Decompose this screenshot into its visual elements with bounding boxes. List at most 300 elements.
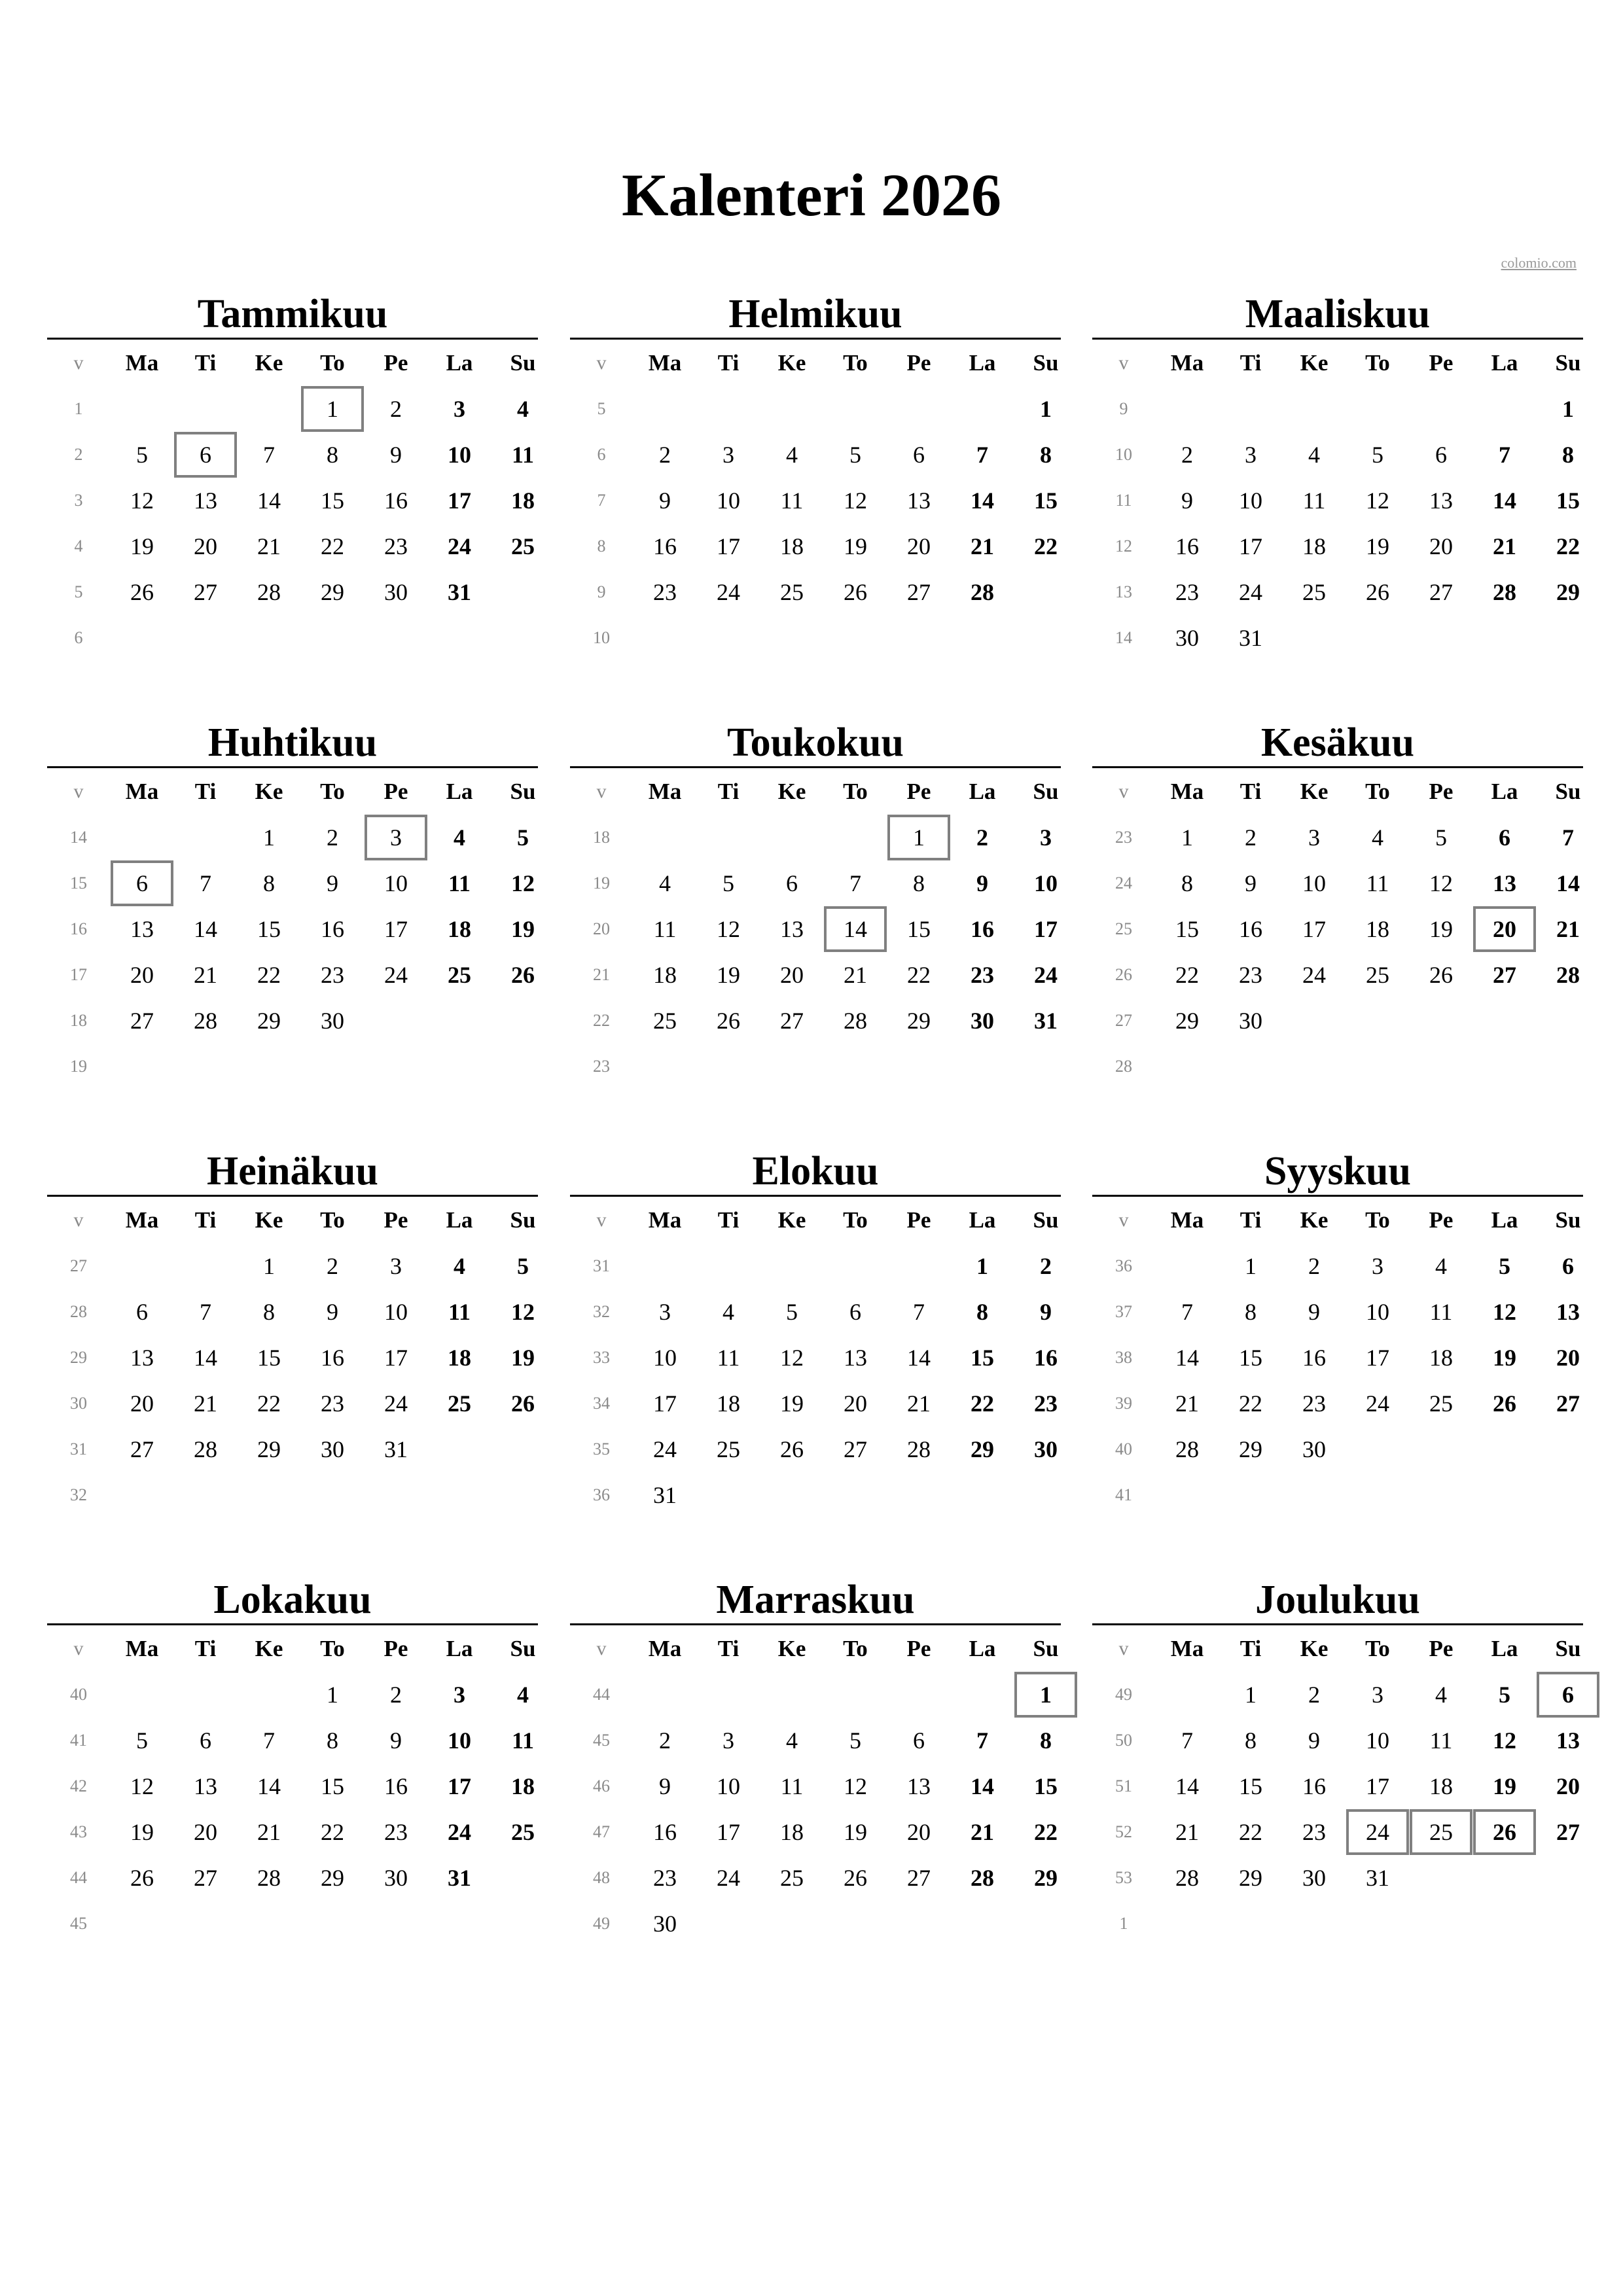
day-cell[interactable]: 26 bbox=[1493, 1390, 1516, 1417]
day-cell[interactable]: 5 bbox=[1499, 1682, 1510, 1708]
day-cell[interactable]: 15 bbox=[1239, 1345, 1262, 1371]
day-cell[interactable]: 29 bbox=[1175, 1008, 1199, 1034]
day-cell[interactable]: 5 bbox=[786, 1299, 798, 1325]
day-cell[interactable]: 18 bbox=[1366, 916, 1389, 942]
day-cell[interactable]: 10 bbox=[384, 1299, 408, 1325]
day-cell[interactable]: 6 bbox=[786, 870, 798, 896]
day-cell[interactable]: 18 bbox=[1429, 1773, 1453, 1799]
day-cell[interactable]: 11 bbox=[448, 1299, 471, 1325]
day-cell[interactable]: 13 bbox=[907, 1773, 931, 1799]
day-cell[interactable]: 13 bbox=[1556, 1299, 1580, 1325]
day-cell[interactable]: 9 bbox=[659, 487, 671, 514]
day-cell[interactable]: 26 bbox=[130, 579, 154, 605]
day-cell[interactable]: 2 bbox=[976, 824, 988, 851]
day-cell[interactable]: 14 bbox=[194, 1345, 217, 1371]
day-cell[interactable]: 18 bbox=[1302, 533, 1326, 559]
day-cell[interactable]: 11 bbox=[1429, 1299, 1453, 1325]
day-cell[interactable]: 19 bbox=[1493, 1773, 1516, 1799]
day-cell[interactable]: 13 bbox=[1556, 1727, 1580, 1754]
day-cell[interactable]: 9 bbox=[976, 870, 988, 896]
day-cell[interactable]: 27 bbox=[907, 579, 931, 605]
day-cell[interactable]: 14 bbox=[1175, 1773, 1199, 1799]
day-cell[interactable]: 22 bbox=[971, 1390, 994, 1417]
day-cell[interactable]: 31 bbox=[1239, 625, 1262, 651]
day-cell[interactable]: 29 bbox=[257, 1436, 281, 1462]
day-cell[interactable]: 18 bbox=[511, 1773, 535, 1799]
day-cell[interactable]: 24 bbox=[717, 579, 740, 605]
day-cell-holiday[interactable]: 24 bbox=[1346, 1809, 1409, 1855]
day-cell[interactable]: 17 bbox=[1366, 1773, 1389, 1799]
day-cell[interactable]: 28 bbox=[1175, 1865, 1199, 1891]
day-cell[interactable]: 11 bbox=[717, 1345, 740, 1371]
day-cell[interactable]: 13 bbox=[907, 487, 931, 514]
day-cell[interactable]: 10 bbox=[1302, 870, 1326, 896]
day-cell[interactable]: 5 bbox=[722, 870, 734, 896]
day-cell-holiday[interactable]: 26 bbox=[1473, 1809, 1536, 1855]
day-cell[interactable]: 1 bbox=[1245, 1682, 1257, 1708]
day-cell[interactable]: 28 bbox=[971, 579, 994, 605]
day-cell[interactable]: 14 bbox=[1175, 1345, 1199, 1371]
day-cell[interactable]: 11 bbox=[511, 1727, 534, 1754]
day-cell[interactable]: 22 bbox=[1239, 1819, 1262, 1845]
day-cell[interactable]: 8 bbox=[1040, 1727, 1052, 1754]
day-cell[interactable]: 25 bbox=[448, 962, 471, 988]
day-cell[interactable]: 15 bbox=[1239, 1773, 1262, 1799]
day-cell[interactable]: 26 bbox=[130, 1865, 154, 1891]
day-cell[interactable]: 30 bbox=[1175, 625, 1199, 651]
day-cell[interactable]: 10 bbox=[717, 487, 740, 514]
day-cell[interactable]: 25 bbox=[780, 1865, 804, 1891]
day-cell[interactable]: 27 bbox=[194, 579, 217, 605]
day-cell[interactable]: 12 bbox=[844, 1773, 867, 1799]
day-cell[interactable]: 16 bbox=[384, 487, 408, 514]
day-cell[interactable]: 4 bbox=[1372, 824, 1383, 851]
day-cell[interactable]: 7 bbox=[1181, 1727, 1193, 1754]
day-cell[interactable]: 7 bbox=[849, 870, 861, 896]
day-cell[interactable]: 24 bbox=[1302, 962, 1326, 988]
day-cell[interactable]: 28 bbox=[907, 1436, 931, 1462]
day-cell[interactable]: 12 bbox=[511, 870, 535, 896]
day-cell[interactable]: 30 bbox=[1302, 1436, 1326, 1462]
day-cell[interactable]: 13 bbox=[194, 487, 217, 514]
day-cell[interactable]: 31 bbox=[384, 1436, 408, 1462]
day-cell[interactable]: 23 bbox=[653, 1865, 677, 1891]
day-cell[interactable]: 18 bbox=[653, 962, 677, 988]
day-cell[interactable]: 8 bbox=[263, 1299, 275, 1325]
day-cell[interactable]: 28 bbox=[257, 1865, 281, 1891]
day-cell[interactable]: 20 bbox=[194, 1819, 217, 1845]
day-cell[interactable]: 16 bbox=[1302, 1345, 1326, 1371]
day-cell[interactable]: 23 bbox=[1175, 579, 1199, 605]
day-cell[interactable]: 14 bbox=[257, 487, 281, 514]
day-cell[interactable]: 21 bbox=[1493, 533, 1516, 559]
day-cell[interactable]: 30 bbox=[971, 1008, 994, 1034]
day-cell[interactable]: 19 bbox=[130, 1819, 154, 1845]
day-cell[interactable]: 2 bbox=[327, 824, 338, 851]
day-cell[interactable]: 22 bbox=[1034, 533, 1058, 559]
day-cell[interactable]: 24 bbox=[448, 533, 471, 559]
day-cell[interactable]: 12 bbox=[1493, 1299, 1516, 1325]
day-cell[interactable]: 27 bbox=[194, 1865, 217, 1891]
day-cell[interactable]: 19 bbox=[130, 533, 154, 559]
day-cell[interactable]: 4 bbox=[517, 396, 529, 422]
day-cell[interactable]: 10 bbox=[384, 870, 408, 896]
day-cell[interactable]: 21 bbox=[1556, 916, 1580, 942]
day-cell[interactable]: 2 bbox=[1245, 824, 1257, 851]
day-cell[interactable]: 26 bbox=[844, 579, 867, 605]
day-cell[interactable]: 25 bbox=[717, 1436, 740, 1462]
day-cell[interactable]: 26 bbox=[1366, 579, 1389, 605]
day-cell[interactable]: 2 bbox=[390, 1682, 402, 1708]
day-cell[interactable]: 30 bbox=[653, 1911, 677, 1937]
day-cell[interactable]: 7 bbox=[263, 1727, 275, 1754]
day-cell[interactable]: 28 bbox=[1493, 579, 1516, 605]
day-cell[interactable]: 31 bbox=[448, 1865, 471, 1891]
day-cell[interactable]: 11 bbox=[448, 870, 471, 896]
day-cell[interactable]: 25 bbox=[653, 1008, 677, 1034]
day-cell[interactable]: 29 bbox=[1239, 1865, 1262, 1891]
day-cell-holiday[interactable]: 14 bbox=[824, 906, 887, 952]
day-cell[interactable]: 14 bbox=[971, 487, 994, 514]
day-cell-holiday[interactable]: 25 bbox=[1410, 1809, 1472, 1855]
day-cell[interactable]: 22 bbox=[257, 1390, 281, 1417]
day-cell[interactable]: 18 bbox=[780, 1819, 804, 1845]
day-cell-holiday[interactable]: 1 bbox=[887, 815, 950, 860]
day-cell[interactable]: 10 bbox=[1034, 870, 1058, 896]
day-cell[interactable]: 22 bbox=[1034, 1819, 1058, 1845]
day-cell[interactable]: 8 bbox=[976, 1299, 988, 1325]
day-cell[interactable]: 25 bbox=[511, 533, 535, 559]
day-cell[interactable]: 25 bbox=[780, 579, 804, 605]
day-cell[interactable]: 27 bbox=[1493, 962, 1516, 988]
day-cell[interactable]: 3 bbox=[1372, 1682, 1383, 1708]
day-cell[interactable]: 18 bbox=[511, 487, 535, 514]
day-cell[interactable]: 9 bbox=[327, 1299, 338, 1325]
day-cell[interactable]: 31 bbox=[653, 1482, 677, 1508]
day-cell[interactable]: 15 bbox=[257, 1345, 281, 1371]
day-cell[interactable]: 7 bbox=[1181, 1299, 1193, 1325]
day-cell[interactable]: 18 bbox=[717, 1390, 740, 1417]
day-cell[interactable]: 13 bbox=[1429, 487, 1453, 514]
day-cell[interactable]: 29 bbox=[907, 1008, 931, 1034]
day-cell[interactable]: 6 bbox=[136, 1299, 148, 1325]
day-cell[interactable]: 21 bbox=[194, 962, 217, 988]
day-cell[interactable]: 20 bbox=[1556, 1345, 1580, 1371]
day-cell[interactable]: 9 bbox=[1245, 870, 1257, 896]
day-cell[interactable]: 23 bbox=[1302, 1819, 1326, 1845]
day-cell[interactable]: 2 bbox=[390, 396, 402, 422]
day-cell[interactable]: 2 bbox=[659, 442, 671, 468]
day-cell[interactable]: 20 bbox=[130, 1390, 154, 1417]
day-cell[interactable]: 30 bbox=[1034, 1436, 1058, 1462]
day-cell[interactable]: 13 bbox=[130, 1345, 154, 1371]
day-cell[interactable]: 11 bbox=[653, 916, 677, 942]
day-cell[interactable]: 4 bbox=[1308, 442, 1320, 468]
day-cell-holiday[interactable]: 1 bbox=[1014, 1672, 1077, 1718]
day-cell[interactable]: 26 bbox=[511, 962, 535, 988]
day-cell[interactable]: 19 bbox=[1429, 916, 1453, 942]
day-cell[interactable]: 24 bbox=[1034, 962, 1058, 988]
day-cell[interactable]: 15 bbox=[907, 916, 931, 942]
day-cell[interactable]: 4 bbox=[454, 824, 465, 851]
day-cell[interactable]: 15 bbox=[1034, 1773, 1058, 1799]
day-cell[interactable]: 14 bbox=[907, 1345, 931, 1371]
day-cell[interactable]: 13 bbox=[130, 916, 154, 942]
day-cell[interactable]: 23 bbox=[653, 579, 677, 605]
day-cell[interactable]: 12 bbox=[130, 1773, 154, 1799]
day-cell[interactable]: 29 bbox=[321, 1865, 344, 1891]
day-cell[interactable]: 30 bbox=[1302, 1865, 1326, 1891]
day-cell[interactable]: 4 bbox=[454, 1253, 465, 1279]
day-cell[interactable]: 13 bbox=[844, 1345, 867, 1371]
day-cell[interactable]: 15 bbox=[321, 1773, 344, 1799]
day-cell[interactable]: 3 bbox=[722, 442, 734, 468]
day-cell[interactable]: 15 bbox=[971, 1345, 994, 1371]
day-cell[interactable]: 17 bbox=[448, 487, 471, 514]
day-cell[interactable]: 16 bbox=[1302, 1773, 1326, 1799]
day-cell[interactable]: 1 bbox=[1040, 396, 1052, 422]
day-cell[interactable]: 5 bbox=[136, 442, 148, 468]
day-cell[interactable]: 19 bbox=[844, 1819, 867, 1845]
day-cell[interactable]: 31 bbox=[1034, 1008, 1058, 1034]
day-cell[interactable]: 17 bbox=[1034, 916, 1058, 942]
day-cell[interactable]: 18 bbox=[780, 533, 804, 559]
day-cell[interactable]: 1 bbox=[1181, 824, 1193, 851]
day-cell[interactable]: 15 bbox=[1556, 487, 1580, 514]
day-cell[interactable]: 9 bbox=[327, 870, 338, 896]
day-cell[interactable]: 21 bbox=[907, 1390, 931, 1417]
day-cell[interactable]: 8 bbox=[327, 1727, 338, 1754]
day-cell[interactable]: 17 bbox=[717, 533, 740, 559]
day-cell[interactable]: 12 bbox=[130, 487, 154, 514]
day-cell[interactable]: 10 bbox=[1239, 487, 1262, 514]
day-cell[interactable]: 3 bbox=[1372, 1253, 1383, 1279]
day-cell[interactable]: 2 bbox=[327, 1253, 338, 1279]
day-cell[interactable]: 7 bbox=[913, 1299, 925, 1325]
day-cell[interactable]: 21 bbox=[257, 533, 281, 559]
day-cell[interactable]: 20 bbox=[907, 1819, 931, 1845]
day-cell[interactable]: 24 bbox=[653, 1436, 677, 1462]
day-cell[interactable]: 27 bbox=[1556, 1819, 1580, 1845]
day-cell[interactable]: 8 bbox=[1245, 1299, 1257, 1325]
day-cell[interactable]: 20 bbox=[1429, 533, 1453, 559]
day-cell[interactable]: 28 bbox=[971, 1865, 994, 1891]
day-cell[interactable]: 21 bbox=[971, 1819, 994, 1845]
day-cell[interactable]: 3 bbox=[1245, 442, 1257, 468]
day-cell[interactable]: 3 bbox=[454, 396, 465, 422]
day-cell[interactable]: 25 bbox=[511, 1819, 535, 1845]
day-cell[interactable]: 16 bbox=[1034, 1345, 1058, 1371]
day-cell[interactable]: 23 bbox=[321, 1390, 344, 1417]
day-cell[interactable]: 1 bbox=[263, 824, 275, 851]
day-cell[interactable]: 29 bbox=[1239, 1436, 1262, 1462]
site-credit-link[interactable]: colomio.com bbox=[1501, 255, 1577, 271]
day-cell[interactable]: 21 bbox=[971, 533, 994, 559]
day-cell[interactable]: 28 bbox=[194, 1436, 217, 1462]
day-cell[interactable]: 26 bbox=[511, 1390, 535, 1417]
day-cell[interactable]: 3 bbox=[1308, 824, 1320, 851]
day-cell[interactable]: 27 bbox=[130, 1436, 154, 1462]
day-cell[interactable]: 14 bbox=[1556, 870, 1580, 896]
day-cell[interactable]: 14 bbox=[257, 1773, 281, 1799]
day-cell[interactable]: 28 bbox=[194, 1008, 217, 1034]
day-cell[interactable]: 24 bbox=[384, 1390, 408, 1417]
day-cell[interactable]: 18 bbox=[448, 1345, 471, 1371]
day-cell-holiday[interactable]: 3 bbox=[365, 815, 427, 860]
day-cell[interactable]: 7 bbox=[200, 1299, 211, 1325]
day-cell[interactable]: 20 bbox=[194, 533, 217, 559]
day-cell[interactable]: 9 bbox=[1308, 1727, 1320, 1754]
day-cell[interactable]: 4 bbox=[1435, 1253, 1447, 1279]
day-cell[interactable]: 2 bbox=[1308, 1253, 1320, 1279]
day-cell[interactable]: 23 bbox=[1239, 962, 1262, 988]
day-cell[interactable]: 17 bbox=[1302, 916, 1326, 942]
day-cell[interactable]: 13 bbox=[194, 1773, 217, 1799]
day-cell[interactable]: 17 bbox=[1366, 1345, 1389, 1371]
day-cell[interactable]: 2 bbox=[659, 1727, 671, 1754]
day-cell[interactable]: 14 bbox=[971, 1773, 994, 1799]
day-cell-holiday[interactable]: 6 bbox=[1537, 1672, 1599, 1718]
day-cell[interactable]: 9 bbox=[390, 1727, 402, 1754]
day-cell[interactable]: 31 bbox=[1366, 1865, 1389, 1891]
day-cell[interactable]: 22 bbox=[321, 533, 344, 559]
day-cell[interactable]: 15 bbox=[1034, 487, 1058, 514]
day-cell[interactable]: 30 bbox=[1239, 1008, 1262, 1034]
day-cell[interactable]: 26 bbox=[1429, 962, 1453, 988]
day-cell[interactable]: 30 bbox=[321, 1008, 344, 1034]
day-cell[interactable]: 25 bbox=[1366, 962, 1389, 988]
day-cell[interactable]: 11 bbox=[1366, 870, 1389, 896]
day-cell[interactable]: 3 bbox=[659, 1299, 671, 1325]
day-cell[interactable]: 14 bbox=[194, 916, 217, 942]
day-cell[interactable]: 20 bbox=[780, 962, 804, 988]
day-cell[interactable]: 24 bbox=[448, 1819, 471, 1845]
day-cell[interactable]: 26 bbox=[717, 1008, 740, 1034]
day-cell[interactable]: 23 bbox=[321, 962, 344, 988]
day-cell[interactable]: 8 bbox=[1181, 870, 1193, 896]
day-cell[interactable]: 19 bbox=[717, 962, 740, 988]
day-cell[interactable]: 30 bbox=[321, 1436, 344, 1462]
day-cell[interactable]: 9 bbox=[659, 1773, 671, 1799]
day-cell[interactable]: 12 bbox=[1493, 1727, 1516, 1754]
day-cell[interactable]: 29 bbox=[321, 579, 344, 605]
day-cell[interactable]: 3 bbox=[1040, 824, 1052, 851]
day-cell[interactable]: 31 bbox=[448, 579, 471, 605]
day-cell[interactable]: 1 bbox=[1245, 1253, 1257, 1279]
day-cell[interactable]: 19 bbox=[844, 533, 867, 559]
day-cell[interactable]: 3 bbox=[454, 1682, 465, 1708]
day-cell[interactable]: 1 bbox=[263, 1253, 275, 1279]
day-cell[interactable]: 11 bbox=[1302, 487, 1326, 514]
day-cell[interactable]: 20 bbox=[907, 533, 931, 559]
day-cell[interactable]: 12 bbox=[844, 487, 867, 514]
day-cell[interactable]: 28 bbox=[1556, 962, 1580, 988]
day-cell[interactable]: 10 bbox=[448, 1727, 471, 1754]
day-cell[interactable]: 28 bbox=[257, 579, 281, 605]
day-cell[interactable]: 3 bbox=[722, 1727, 734, 1754]
day-cell[interactable]: 8 bbox=[263, 870, 275, 896]
day-cell[interactable]: 9 bbox=[1040, 1299, 1052, 1325]
day-cell[interactable]: 4 bbox=[786, 442, 798, 468]
day-cell[interactable]: 17 bbox=[653, 1390, 677, 1417]
day-cell[interactable]: 20 bbox=[844, 1390, 867, 1417]
day-cell[interactable]: 16 bbox=[653, 533, 677, 559]
day-cell[interactable]: 25 bbox=[1429, 1390, 1453, 1417]
day-cell-holiday[interactable]: 6 bbox=[174, 432, 237, 478]
day-cell[interactable]: 5 bbox=[517, 1253, 529, 1279]
day-cell[interactable]: 8 bbox=[327, 442, 338, 468]
day-cell[interactable]: 4 bbox=[722, 1299, 734, 1325]
day-cell[interactable]: 19 bbox=[511, 916, 535, 942]
day-cell[interactable]: 19 bbox=[780, 1390, 804, 1417]
day-cell[interactable]: 12 bbox=[780, 1345, 804, 1371]
day-cell[interactable]: 25 bbox=[1302, 579, 1326, 605]
day-cell[interactable]: 17 bbox=[448, 1773, 471, 1799]
day-cell[interactable]: 6 bbox=[200, 1727, 211, 1754]
day-cell[interactable]: 24 bbox=[717, 1865, 740, 1891]
day-cell[interactable]: 16 bbox=[653, 1819, 677, 1845]
day-cell[interactable]: 24 bbox=[1239, 579, 1262, 605]
day-cell[interactable]: 5 bbox=[849, 1727, 861, 1754]
day-cell[interactable]: 18 bbox=[1429, 1345, 1453, 1371]
day-cell[interactable]: 12 bbox=[1429, 870, 1453, 896]
day-cell[interactable]: 5 bbox=[849, 442, 861, 468]
day-cell[interactable]: 12 bbox=[1366, 487, 1389, 514]
day-cell[interactable]: 15 bbox=[257, 916, 281, 942]
day-cell[interactable]: 29 bbox=[1556, 579, 1580, 605]
day-cell[interactable]: 13 bbox=[1493, 870, 1516, 896]
day-cell[interactable]: 19 bbox=[511, 1345, 535, 1371]
day-cell[interactable]: 6 bbox=[1562, 1253, 1574, 1279]
day-cell[interactable]: 27 bbox=[780, 1008, 804, 1034]
day-cell[interactable]: 11 bbox=[780, 1773, 804, 1799]
day-cell-holiday[interactable]: 6 bbox=[111, 860, 173, 906]
day-cell[interactable]: 10 bbox=[1366, 1727, 1389, 1754]
day-cell[interactable]: 26 bbox=[844, 1865, 867, 1891]
day-cell[interactable]: 4 bbox=[659, 870, 671, 896]
day-cell[interactable]: 19 bbox=[1366, 533, 1389, 559]
day-cell[interactable]: 5 bbox=[1499, 1253, 1510, 1279]
day-cell[interactable]: 1 bbox=[976, 1253, 988, 1279]
day-cell[interactable]: 27 bbox=[130, 1008, 154, 1034]
day-cell[interactable]: 23 bbox=[384, 533, 408, 559]
day-cell[interactable]: 16 bbox=[321, 916, 344, 942]
day-cell[interactable]: 11 bbox=[511, 442, 534, 468]
day-cell[interactable]: 20 bbox=[130, 962, 154, 988]
day-cell[interactable]: 30 bbox=[384, 1865, 408, 1891]
day-cell[interactable]: 2 bbox=[1040, 1253, 1052, 1279]
day-cell[interactable]: 16 bbox=[971, 916, 994, 942]
day-cell[interactable]: 12 bbox=[511, 1299, 535, 1325]
day-cell[interactable]: 17 bbox=[717, 1819, 740, 1845]
day-cell[interactable]: 28 bbox=[1175, 1436, 1199, 1462]
day-cell[interactable]: 8 bbox=[913, 870, 925, 896]
day-cell[interactable]: 23 bbox=[971, 962, 994, 988]
day-cell[interactable]: 16 bbox=[1239, 916, 1262, 942]
day-cell[interactable]: 3 bbox=[390, 1253, 402, 1279]
day-cell[interactable]: 22 bbox=[257, 962, 281, 988]
day-cell[interactable]: 6 bbox=[913, 1727, 925, 1754]
day-cell[interactable]: 15 bbox=[1175, 916, 1199, 942]
day-cell[interactable]: 29 bbox=[971, 1436, 994, 1462]
day-cell[interactable]: 4 bbox=[786, 1727, 798, 1754]
day-cell[interactable]: 21 bbox=[257, 1819, 281, 1845]
day-cell[interactable]: 2 bbox=[1181, 442, 1193, 468]
day-cell[interactable]: 21 bbox=[844, 962, 867, 988]
day-cell[interactable]: 28 bbox=[844, 1008, 867, 1034]
day-cell[interactable]: 9 bbox=[1308, 1299, 1320, 1325]
day-cell[interactable]: 13 bbox=[780, 916, 804, 942]
